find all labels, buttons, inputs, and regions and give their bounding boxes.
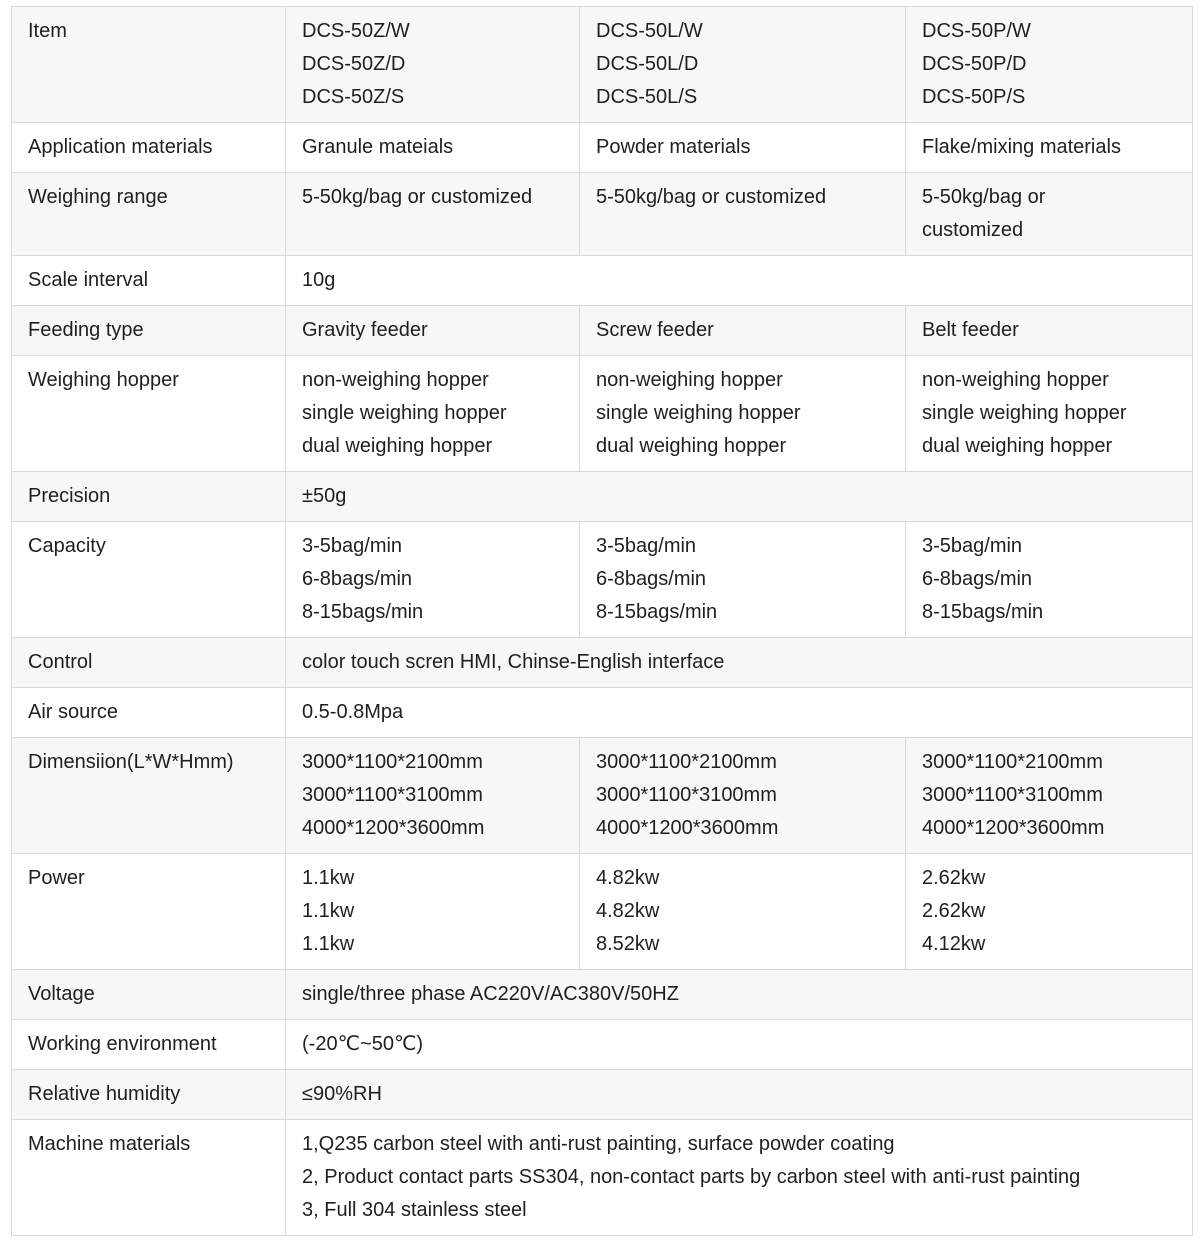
cell-line: 3-5bag/min: [922, 535, 1023, 557]
row-label: Air source: [12, 688, 286, 738]
cell-line: ±50g: [302, 485, 347, 507]
cell-line: 5-50kg/bag or customized: [596, 186, 827, 208]
row-label: Weighing range: [12, 173, 286, 256]
table-cell: [906, 738, 1193, 854]
table-row: [12, 522, 1193, 638]
cell-line: 3000*1100*2100mm: [922, 751, 1103, 773]
table-row: [12, 472, 1193, 522]
cell-line: DCS-50P/S: [922, 86, 1026, 108]
cell-line: 6-8bags/min: [596, 568, 707, 590]
cell-line: 3-5bag/min: [302, 535, 403, 557]
table-cell: [286, 970, 1193, 1020]
cell-line: 4000*1200*3600mm: [922, 817, 1105, 839]
table-cell: [286, 472, 1193, 522]
cell-line: 3000*1100*2100mm: [596, 751, 777, 773]
cell-line: 1.1kw: [302, 867, 355, 889]
table-cell: [906, 854, 1193, 970]
spec-table: [11, 6, 1193, 1236]
cell-line: Belt feeder: [922, 319, 1019, 341]
table-cell: [286, 522, 580, 638]
cell-line: 8-15bags/min: [922, 601, 1044, 623]
cell-line: DCS-50L/D: [596, 53, 699, 75]
table-cell: [906, 7, 1193, 123]
cell-line: 3000*1100*3100mm: [922, 784, 1103, 806]
cell-line: 2.62kw: [922, 867, 986, 889]
row-label: Feeding type: [12, 306, 286, 356]
row-label: Working environment: [12, 1020, 286, 1070]
cell-line: 4000*1200*3600mm: [596, 817, 779, 839]
cell-line: dual weighing hopper: [596, 435, 787, 457]
row-label: Machine materials: [12, 1120, 286, 1236]
cell-line: DCS-50Z/D: [302, 53, 406, 75]
cell-line: 4.82kw: [596, 900, 660, 922]
table-cell: [580, 123, 906, 173]
cell-line: 3000*1100*2100mm: [302, 751, 483, 773]
table-row: [12, 1120, 1193, 1236]
cell-line: single/three phase AC220V/AC380V/50HZ: [302, 983, 679, 1005]
table-row: [12, 970, 1193, 1020]
table-cell: [286, 123, 580, 173]
cell-line: DCS-50L/W: [596, 20, 703, 42]
cell-line: Powder materials: [596, 136, 751, 158]
cell-line: DCS-50Z/W: [302, 20, 410, 42]
table-cell: [286, 356, 580, 472]
table-cell: [906, 522, 1193, 638]
table-cell: [286, 688, 1193, 738]
cell-line: 1.1kw: [302, 900, 355, 922]
row-label: Item: [12, 7, 286, 123]
row-label: Weighing hopper: [12, 356, 286, 472]
cell-line: color touch scren HMI, Chinse-English interface: [302, 651, 725, 673]
cell-line: 2, Product contact parts SS304, non-contact parts by carbon steel with anti-rust painting: [302, 1166, 1081, 1188]
cell-line: 8.52kw: [596, 933, 660, 955]
cell-line: Granule mateials: [302, 136, 454, 158]
table-cell: [906, 173, 1193, 256]
table-cell: [580, 356, 906, 472]
cell-line: DCS-50Z/S: [302, 86, 405, 108]
cell-line: 3000*1100*3100mm: [302, 784, 483, 806]
cell-line: DCS-50L/S: [596, 86, 698, 108]
row-label: Dimensiion(L*W*Hmm): [12, 738, 286, 854]
cell-line: 10g: [302, 269, 336, 291]
cell-line: dual weighing hopper: [922, 435, 1113, 457]
cell-line: Screw feeder: [596, 319, 714, 341]
cell-line: 5-50kg/bag or customized: [302, 186, 533, 208]
table-row: [12, 306, 1193, 356]
table-cell: [580, 173, 906, 256]
cell-line: single weighing hopper: [302, 402, 507, 424]
row-label: Precision: [12, 472, 286, 522]
table-cell: [286, 173, 580, 256]
row-label: Voltage: [12, 970, 286, 1020]
table-row: [12, 173, 1193, 256]
cell-line: 3000*1100*3100mm: [596, 784, 777, 806]
table-row: [12, 854, 1193, 970]
table-cell: [580, 738, 906, 854]
cell-line: 8-15bags/min: [596, 601, 718, 623]
spec-table-body: [12, 7, 1193, 1236]
table-cell: [286, 7, 580, 123]
cell-line: 4.82kw: [596, 867, 660, 889]
cell-line: 4.12kw: [922, 933, 986, 955]
table-row: [12, 1070, 1193, 1120]
table-cell: [286, 306, 580, 356]
cell-line: DCS-50P/W: [922, 20, 1031, 42]
cell-line: single weighing hopper: [922, 402, 1127, 424]
cell-line: 3, Full 304 stainless steel: [302, 1199, 527, 1221]
cell-line: 6-8bags/min: [302, 568, 413, 590]
cell-line: DCS-50P/D: [922, 53, 1027, 75]
cell-line: single weighing hopper: [596, 402, 801, 424]
cell-line: 1.1kw: [302, 933, 355, 955]
cell-line: 2.62kw: [922, 900, 986, 922]
cell-line: non-weighing hopper: [922, 369, 1109, 391]
table-cell: [580, 854, 906, 970]
cell-line: non-weighing hopper: [596, 369, 783, 391]
table-cell: [286, 638, 1193, 688]
cell-line: non-weighing hopper: [302, 369, 489, 391]
row-label: Control: [12, 638, 286, 688]
table-row: [12, 1020, 1193, 1070]
cell-line: Gravity feeder: [302, 319, 428, 341]
table-row: [12, 123, 1193, 173]
table-row: [12, 7, 1193, 123]
table-row: [12, 356, 1193, 472]
table-cell: [286, 1020, 1193, 1070]
cell-line: 5-50kg/bag or: [922, 186, 1046, 208]
table-row: [12, 256, 1193, 306]
table-row: [12, 638, 1193, 688]
row-label: Power: [12, 854, 286, 970]
table-cell: [286, 256, 1193, 306]
table-cell: [580, 522, 906, 638]
cell-line: 3-5bag/min: [596, 535, 697, 557]
table-cell: [580, 7, 906, 123]
table-row: [12, 738, 1193, 854]
table-cell: [286, 1120, 1193, 1236]
cell-line: 6-8bags/min: [922, 568, 1033, 590]
table-cell: [580, 306, 906, 356]
row-label: Scale interval: [12, 256, 286, 306]
cell-line: customized: [922, 219, 1024, 241]
cell-line: (-20℃~50℃): [302, 1033, 424, 1055]
table-cell: [286, 1070, 1193, 1120]
table-cell: [906, 356, 1193, 472]
row-label: Relative humidity: [12, 1070, 286, 1120]
cell-line: 0.5-0.8Mpa: [302, 701, 404, 723]
table-row: [12, 688, 1193, 738]
cell-line: 8-15bags/min: [302, 601, 424, 623]
table-cell: [906, 123, 1193, 173]
row-label: Application materials: [12, 123, 286, 173]
table-cell: [286, 738, 580, 854]
row-label: Capacity: [12, 522, 286, 638]
cell-line: 1,Q235 carbon steel with anti-rust painting, surface powder coating: [302, 1133, 895, 1155]
cell-line: 4000*1200*3600mm: [302, 817, 485, 839]
table-cell: [906, 306, 1193, 356]
cell-line: dual weighing hopper: [302, 435, 493, 457]
cell-line: Flake/mixing materials: [922, 136, 1121, 158]
table-cell: [286, 854, 580, 970]
cell-line: ≤90%RH: [302, 1083, 382, 1105]
